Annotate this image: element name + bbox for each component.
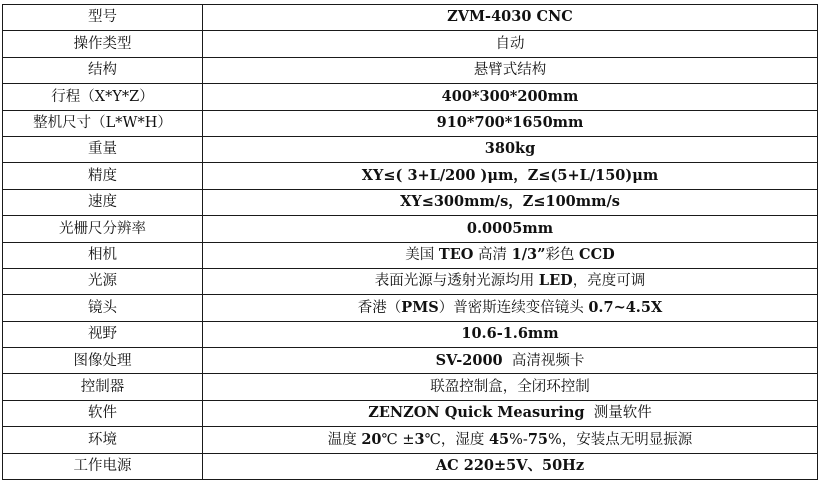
spec-label: 行程（X*Y*Z） xyxy=(3,84,203,110)
spec-value-segment: %，安装点无明显振源 xyxy=(548,431,693,448)
spec-row xyxy=(3,5,818,31)
spec-value-segment: 表面光源与透射光源均用 xyxy=(374,273,539,290)
spec-value xyxy=(203,268,818,294)
spec-value xyxy=(203,57,818,83)
spec-value xyxy=(203,295,818,321)
spec-value xyxy=(203,242,818,268)
spec-value xyxy=(203,5,818,31)
spec-value-segment: PMS xyxy=(401,298,439,316)
spec-value-segment: 910*700*1650mm xyxy=(436,114,584,131)
spec-value-segment: 彩色 xyxy=(545,246,580,263)
spec-label: 光栅尺分辨率 xyxy=(3,216,203,242)
spec-value-segment: 测量软件 xyxy=(584,405,652,422)
spec-label: 软件 xyxy=(3,400,203,426)
spec-value-segment: ZENZON Quick Measuring xyxy=(368,404,585,422)
spec-value xyxy=(203,189,818,215)
spec-value-segment: ℃ ± xyxy=(381,431,415,448)
spec-row xyxy=(3,216,818,242)
spec-row xyxy=(3,268,818,294)
spec-row xyxy=(3,374,818,400)
spec-value-segment: 高清视频卡 xyxy=(502,352,585,369)
spec-table xyxy=(2,4,818,480)
spec-row xyxy=(3,31,818,57)
spec-value-segment: CCD xyxy=(579,245,615,263)
spec-label: 精度 xyxy=(3,163,203,189)
spec-value-segment: 45 xyxy=(488,430,510,448)
spec-row xyxy=(3,295,818,321)
spec-label: 整机尺寸（L*W*H） xyxy=(3,110,203,136)
spec-row xyxy=(3,453,818,479)
spec-value-segment: LED xyxy=(538,272,573,290)
spec-row xyxy=(3,242,818,268)
spec-value xyxy=(203,348,818,374)
spec-value xyxy=(203,216,818,242)
spec-value-segment: TEO xyxy=(438,245,474,263)
spec-row xyxy=(3,189,818,215)
spec-row xyxy=(3,136,818,162)
spec-value-segment: ℃，湿度 xyxy=(424,431,489,448)
spec-value-segment: 美国 xyxy=(405,246,439,263)
spec-value-segment: %- xyxy=(509,431,528,448)
spec-value xyxy=(203,163,818,189)
spec-value-segment: 75 xyxy=(527,430,548,448)
spec-value-segment: ，亮度可调 xyxy=(572,273,646,290)
spec-value xyxy=(203,31,818,57)
spec-value xyxy=(203,374,818,400)
spec-value xyxy=(203,321,818,347)
spec-value-segment: 1/3” xyxy=(511,245,546,263)
spec-value-segment: 自动 xyxy=(495,35,525,52)
spec-value xyxy=(203,110,818,136)
spec-value-segment: 香港（ xyxy=(357,299,402,316)
spec-label: 重量 xyxy=(3,136,203,162)
spec-label: 速度 xyxy=(3,189,203,215)
spec-label: 结构 xyxy=(3,57,203,83)
spec-value-segment: 380kg xyxy=(484,140,536,158)
spec-value-segment: 0.7~4.5X xyxy=(588,298,663,316)
spec-row xyxy=(3,427,818,453)
spec-value-segment: AC 220±5V、50Hz xyxy=(435,457,585,475)
spec-value xyxy=(203,453,818,479)
spec-value-segment: 20 xyxy=(361,430,382,448)
spec-value-segment: 0.0005mm xyxy=(466,219,554,237)
spec-row xyxy=(3,163,818,189)
spec-value-segment: XY≤300mm/s，Z≤100mm/s xyxy=(400,193,620,211)
spec-value-segment: 400*300*200mm xyxy=(441,87,579,105)
spec-label: 镜头 xyxy=(3,295,203,321)
spec-label: 光源 xyxy=(3,268,203,294)
spec-value-segment: 联盈控制盒，全闭环控制 xyxy=(430,378,590,395)
spec-value-segment: ）普密斯连续变倍镜头 xyxy=(438,299,589,316)
spec-row xyxy=(3,110,818,136)
spec-row xyxy=(3,84,818,110)
spec-label: 工作电源 xyxy=(3,453,203,479)
spec-row xyxy=(3,321,818,347)
spec-label: 型号 xyxy=(3,5,203,31)
spec-label: 操作类型 xyxy=(3,31,203,57)
spec-label: 视野 xyxy=(3,321,203,347)
spec-value-segment: 高清 xyxy=(473,246,512,263)
spec-label: 环境 xyxy=(3,427,203,453)
spec-table-body xyxy=(3,5,818,480)
spec-value xyxy=(203,427,818,453)
spec-label: 相机 xyxy=(3,242,203,268)
spec-row xyxy=(3,348,818,374)
spec-value-segment: XY≤( 3+L/200 )μm，Z≤(5+L/150)μm xyxy=(361,166,659,184)
spec-label: 控制器 xyxy=(3,374,203,400)
spec-value-segment: 3 xyxy=(414,430,425,448)
spec-value xyxy=(203,136,818,162)
spec-row xyxy=(3,57,818,83)
spec-value-segment: 温度 xyxy=(327,431,362,448)
spec-value-segment: 悬臂式结构 xyxy=(473,62,547,79)
spec-value-segment: ZVM-4030 CNC xyxy=(447,8,573,26)
spec-value xyxy=(203,400,818,426)
spec-value-segment: SV-2000 xyxy=(435,351,503,369)
spec-value-segment: 10.6-1.6mm xyxy=(461,325,559,343)
spec-row xyxy=(3,400,818,426)
spec-label: 图像处理 xyxy=(3,348,203,374)
spec-value xyxy=(203,84,818,110)
